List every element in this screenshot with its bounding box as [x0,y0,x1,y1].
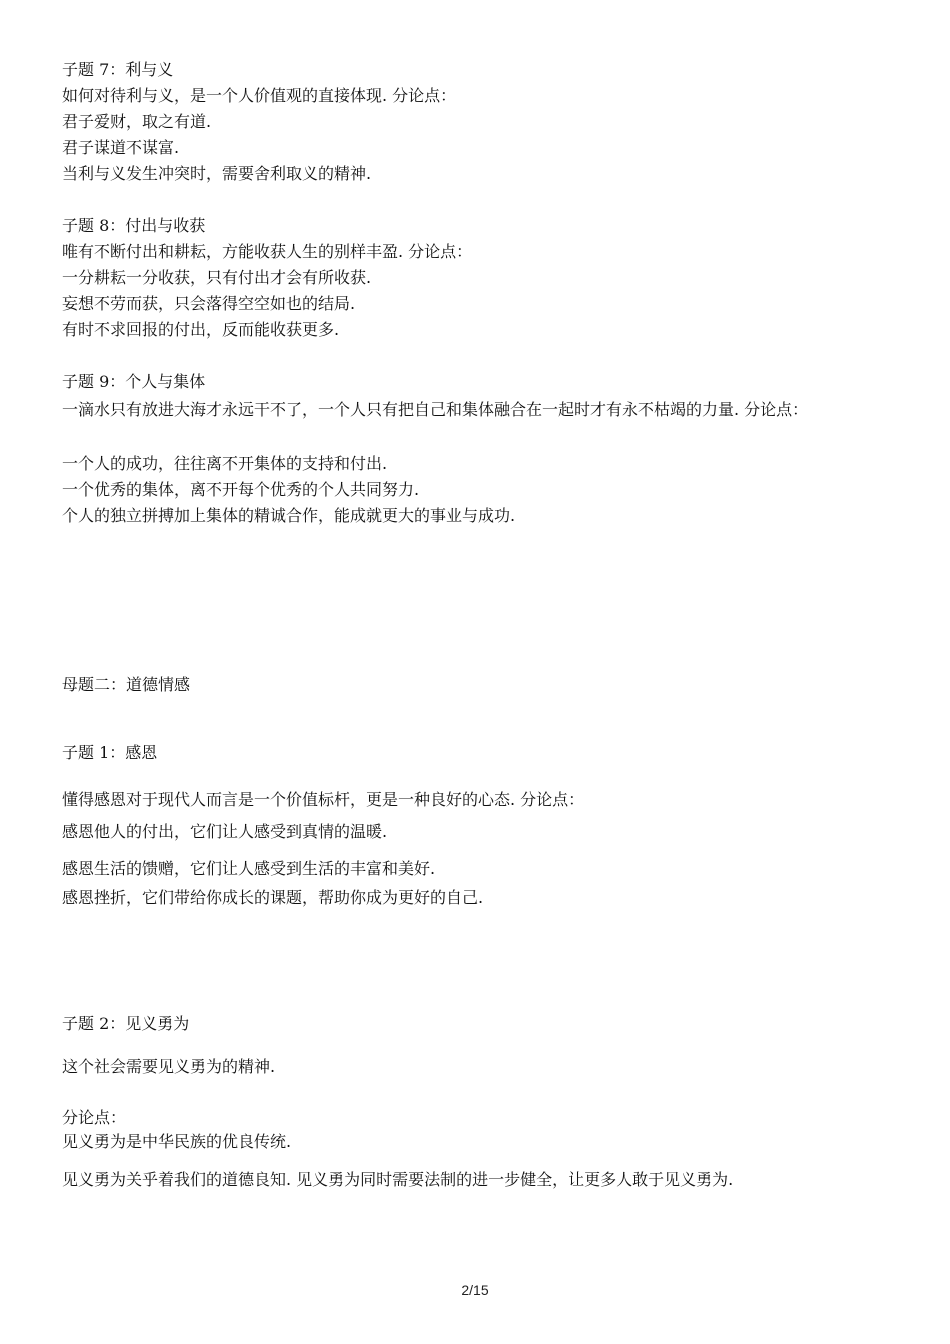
subtopic-7-intro: 如何对待利与义，是一个人价值观的直接体现. 分论点： [62,86,457,105]
subtopic-7-point-2: 君子谋道不谋富. [62,138,180,157]
subtopic-9-title: 子题 9：个人与集体 [62,372,206,391]
subtopic-8-title: 子题 8：付出与收获 [62,216,206,235]
subtopic-8-point-2: 妄想不劳而获，只会落得空空如也的结局. [62,294,356,313]
subtopic-7-point-3: 当利与义发生冲突时，需要舍利取义的精神. [62,164,372,183]
page-number: 2/15 [461,1282,489,1298]
subtopic-9-point-1: 一个人的成功，往往离不开集体的支持和付出. [62,454,388,473]
subtopic-9-intro: 一滴水只有放进大海才永远干不了，一个人只有把自己和集体融合在一起时才有永不枯竭的力量. 分论点： [62,400,809,419]
m2-subtopic-1-title: 子题 1：感恩 [62,743,158,762]
m2-subtopic-1-point-3: 感恩挫折，它们带给你成长的课题，帮助你成为更好的自己. [62,888,484,907]
m2-subtopic-2-point-1: 见义勇为是中华民族的优良传统. [62,1132,292,1151]
mother-topic-2-title: 母题二：道德情感 [62,675,191,694]
subtopic-7-point-1: 君子爱财，取之有道. [62,112,212,131]
m2-subtopic-1-intro: 懂得感恩对于现代人而言是一个价值标杆，更是一种良好的心态. 分论点： [62,790,585,809]
m2-subtopic-1-point-1: 感恩他人的付出，它们让人感受到真情的温暖. [62,822,388,841]
subtopic-8-point-3: 有时不求回报的付出，反而能收获更多. [62,320,340,339]
subtopic-8-point-1: 一分耕耘一分收获，只有付出才会有所收获. [62,268,372,287]
m2-subtopic-1-point-2: 感恩生活的馈赠，它们让人感受到生活的丰富和美好. [62,859,436,878]
subtopic-9-point-2: 一个优秀的集体，离不开每个优秀的个人共同努力. [62,480,420,499]
subtopic-7-title: 子题 7：利与义 [62,60,174,79]
m2-subtopic-2-title: 子题 2：见义勇为 [62,1014,190,1033]
m2-subtopic-2-intro: 这个社会需要见义勇为的精神. [62,1057,276,1076]
subtopic-8-intro: 唯有不断付出和耕耘，方能收获人生的别样丰盈. 分论点： [62,242,473,261]
m2-subtopic-2-point-2: 见义勇为关乎着我们的道德良知. 见义勇为同时需要法制的进一步健全，让更多人敢于见义勇为. [62,1170,734,1189]
subtopic-9-point-3: 个人的独立拼搏加上集体的精诚合作，能成就更大的事业与成功. [62,506,516,525]
m2-subtopic-2-label: 分论点： [62,1108,127,1127]
